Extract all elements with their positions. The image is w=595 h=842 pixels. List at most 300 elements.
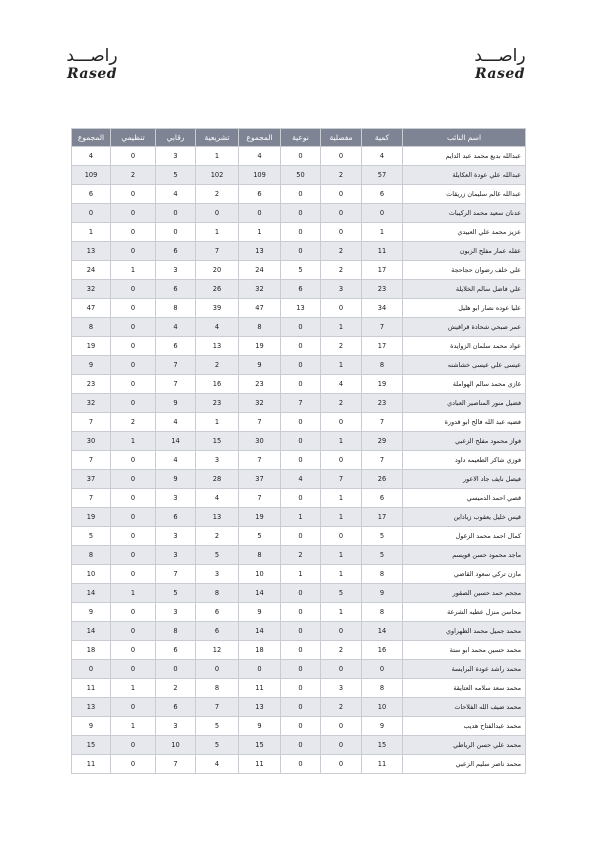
cell-total-col: 8 (72, 318, 111, 337)
cell-detailed-col: 1 (321, 356, 362, 375)
cell-legislative-col: 6 (196, 622, 239, 641)
cell-deputy-name-col: علي فاضل سالم الخلايلة (403, 280, 526, 299)
cell-detailed-col: 0 (321, 451, 362, 470)
header-subtotal-col: المجموع (239, 129, 281, 147)
cell-legislative-col: 102 (196, 166, 239, 185)
cell-qualitative-col: 6 (281, 280, 321, 299)
table-row (72, 280, 526, 299)
cell-subtotal-col: 13 (239, 698, 281, 717)
cell-quantitative-col: 26 (362, 470, 403, 489)
cell-legislative-col: 8 (196, 679, 239, 698)
logo-latin-text: Rased (66, 66, 118, 82)
cell-quantitative-col: 14 (362, 622, 403, 641)
cell-detailed-col: 0 (321, 755, 362, 774)
cell-organizational-col: 1 (111, 717, 156, 736)
cell-qualitative-col: 0 (281, 147, 321, 166)
cell-qualitative-col: 1 (281, 565, 321, 584)
cell-subtotal-col: 8 (239, 546, 281, 565)
cell-quantitative-col: 29 (362, 432, 403, 451)
cell-detailed-col: 1 (321, 546, 362, 565)
cell-deputy-name-col: عبدالله علي عودة العكايلة (403, 166, 526, 185)
cell-oversight-col: 10 (156, 736, 196, 755)
cell-organizational-col: 0 (111, 698, 156, 717)
cell-detailed-col: 1 (321, 432, 362, 451)
cell-quantitative-col: 57 (362, 166, 403, 185)
cell-subtotal-col: 1 (239, 223, 281, 242)
cell-quantitative-col: 17 (362, 337, 403, 356)
cell-subtotal-col: 6 (239, 185, 281, 204)
cell-deputy-name-col: محمد حسين محمد ابو ستة (403, 641, 526, 660)
cell-legislative-col: 4 (196, 489, 239, 508)
cell-detailed-col: 3 (321, 679, 362, 698)
cell-detailed-col: 1 (321, 508, 362, 527)
cell-total-col: 13 (72, 698, 111, 717)
cell-quantitative-col: 7 (362, 318, 403, 337)
cell-oversight-col: 6 (156, 242, 196, 261)
cell-subtotal-col: 37 (239, 470, 281, 489)
cell-qualitative-col: 2 (281, 546, 321, 565)
cell-total-col: 5 (72, 527, 111, 546)
table-row (72, 318, 526, 337)
table-row (72, 565, 526, 584)
cell-oversight-col: 7 (156, 356, 196, 375)
cell-total-col: 6 (72, 185, 111, 204)
cell-organizational-col: 0 (111, 546, 156, 565)
cell-qualitative-col: 50 (281, 166, 321, 185)
table-row (72, 717, 526, 736)
cell-subtotal-col: 19 (239, 508, 281, 527)
cell-qualitative-col: 0 (281, 489, 321, 508)
cell-subtotal-col: 0 (239, 660, 281, 679)
cell-legislative-col: 3 (196, 565, 239, 584)
cell-qualitative-col: 0 (281, 679, 321, 698)
header-oversight-col: رقابي (156, 129, 196, 147)
cell-deputy-name-col: عزيز محمد علي العبيدي (403, 223, 526, 242)
cell-subtotal-col: 14 (239, 584, 281, 603)
cell-qualitative-col: 0 (281, 622, 321, 641)
cell-total-col: 18 (72, 641, 111, 660)
cell-subtotal-col: 5 (239, 527, 281, 546)
table-row (72, 394, 526, 413)
header-total-col: المجموع (72, 129, 111, 147)
cell-quantitative-col: 10 (362, 698, 403, 717)
table-row (72, 147, 526, 166)
cell-organizational-col: 0 (111, 394, 156, 413)
logo-arabic-text: راصـــد (66, 46, 118, 66)
cell-legislative-col: 2 (196, 356, 239, 375)
cell-deputy-name-col: عواد محمد سلمان الزوايدة (403, 337, 526, 356)
cell-deputy-name-col: فضيه عبد الله فالح ابو قدورة (403, 413, 526, 432)
cell-deputy-name-col: قصي احمد الدميسي (403, 489, 526, 508)
cell-detailed-col: 0 (321, 299, 362, 318)
cell-oversight-col: 3 (156, 717, 196, 736)
table-row (72, 261, 526, 280)
table-row (72, 432, 526, 451)
cell-subtotal-col: 9 (239, 603, 281, 622)
cell-qualitative-col: 4 (281, 470, 321, 489)
cell-deputy-name-col: محمد ضيف الله الفلاحات (403, 698, 526, 717)
cell-qualitative-col: 0 (281, 375, 321, 394)
cell-legislative-col: 16 (196, 375, 239, 394)
cell-organizational-col: 2 (111, 166, 156, 185)
cell-organizational-col: 0 (111, 185, 156, 204)
table-row (72, 356, 526, 375)
cell-quantitative-col: 9 (362, 717, 403, 736)
cell-deputy-name-col: عليا عوده نصار ابو هليل (403, 299, 526, 318)
cell-quantitative-col: 23 (362, 394, 403, 413)
cell-deputy-name-col: فيصل نايف جاد الاعور (403, 470, 526, 489)
cell-total-col: 1 (72, 223, 111, 242)
cell-quantitative-col: 8 (362, 603, 403, 622)
cell-legislative-col: 0 (196, 204, 239, 223)
cell-legislative-col: 13 (196, 508, 239, 527)
table-row (72, 185, 526, 204)
cell-oversight-col: 3 (156, 527, 196, 546)
cell-oversight-col: 4 (156, 413, 196, 432)
cell-deputy-name-col: قيس خليل يعقوب زياداين (403, 508, 526, 527)
cell-total-col: 14 (72, 584, 111, 603)
cell-detailed-col: 0 (321, 185, 362, 204)
cell-legislative-col: 4 (196, 755, 239, 774)
cell-subtotal-col: 4 (239, 147, 281, 166)
cell-detailed-col: 1 (321, 489, 362, 508)
cell-quantitative-col: 19 (362, 375, 403, 394)
cell-subtotal-col: 32 (239, 280, 281, 299)
table-row (72, 622, 526, 641)
header-qualitative-col: نوعية (281, 129, 321, 147)
cell-legislative-col: 39 (196, 299, 239, 318)
cell-organizational-col: 2 (111, 413, 156, 432)
cell-legislative-col: 20 (196, 261, 239, 280)
cell-total-col: 23 (72, 375, 111, 394)
cell-quantitative-col: 8 (362, 565, 403, 584)
cell-quantitative-col: 11 (362, 755, 403, 774)
cell-organizational-col: 1 (111, 432, 156, 451)
cell-detailed-col: 2 (321, 242, 362, 261)
cell-qualitative-col: 0 (281, 223, 321, 242)
cell-total-col: 9 (72, 717, 111, 736)
cell-subtotal-col: 14 (239, 622, 281, 641)
header-organizational-col: تنظيمي (111, 129, 156, 147)
cell-deputy-name-col: عبدالله بديع محمد عبد الدايم (403, 147, 526, 166)
cell-oversight-col: 14 (156, 432, 196, 451)
cell-total-col: 10 (72, 565, 111, 584)
cell-legislative-col: 13 (196, 337, 239, 356)
cell-quantitative-col: 11 (362, 242, 403, 261)
table-row (72, 755, 526, 774)
cell-detailed-col: 2 (321, 261, 362, 280)
cell-organizational-col: 0 (111, 451, 156, 470)
cell-oversight-col: 0 (156, 660, 196, 679)
table-row (72, 204, 526, 223)
cell-detailed-col: 0 (321, 204, 362, 223)
cell-subtotal-col: 8 (239, 318, 281, 337)
cell-legislative-col: 3 (196, 451, 239, 470)
cell-organizational-col: 0 (111, 508, 156, 527)
cell-deputy-name-col: مجحم حمد حسين الصقور (403, 584, 526, 603)
deputies-performance-table (71, 128, 526, 774)
cell-oversight-col: 8 (156, 299, 196, 318)
logo-latin-text: Rased (474, 66, 526, 82)
cell-deputy-name-col: عمر صبحي شحادة قراقيش (403, 318, 526, 337)
cell-total-col: 19 (72, 337, 111, 356)
cell-legislative-col: 5 (196, 546, 239, 565)
cell-oversight-col: 0 (156, 223, 196, 242)
cell-detailed-col: 0 (321, 413, 362, 432)
table-row (72, 508, 526, 527)
cell-oversight-col: 4 (156, 451, 196, 470)
logo-arabic-text: راصـــد (474, 46, 526, 66)
cell-deputy-name-col: عقله عمار مفلح الزبون (403, 242, 526, 261)
cell-deputy-name-col: غازي محمد سالم الهواملة (403, 375, 526, 394)
cell-quantitative-col: 23 (362, 280, 403, 299)
cell-qualitative-col: 0 (281, 736, 321, 755)
cell-detailed-col: 2 (321, 641, 362, 660)
cell-deputy-name-col: عبدالله غالم سليمان زريقات (403, 185, 526, 204)
cell-oversight-col: 6 (156, 337, 196, 356)
cell-deputy-name-col: محمد راشد عودة البرايسة (403, 660, 526, 679)
table-row (72, 337, 526, 356)
table-row (72, 375, 526, 394)
cell-detailed-col: 1 (321, 603, 362, 622)
cell-subtotal-col: 11 (239, 679, 281, 698)
cell-subtotal-col: 7 (239, 451, 281, 470)
cell-quantitative-col: 17 (362, 508, 403, 527)
cell-subtotal-col: 10 (239, 565, 281, 584)
cell-total-col: 7 (72, 451, 111, 470)
cell-oversight-col: 6 (156, 641, 196, 660)
table-row (72, 489, 526, 508)
cell-quantitative-col: 4 (362, 147, 403, 166)
cell-deputy-name-col: محمد عبدالفتاح هديب (403, 717, 526, 736)
cell-subtotal-col: 9 (239, 717, 281, 736)
cell-quantitative-col: 1 (362, 223, 403, 242)
table-row (72, 451, 526, 470)
cell-deputy-name-col: فوزي شاكر الطعيمه داود (403, 451, 526, 470)
cell-organizational-col: 0 (111, 641, 156, 660)
cell-deputy-name-col: محمد جميل محمد الظهراوي (403, 622, 526, 641)
cell-oversight-col: 3 (156, 489, 196, 508)
cell-detailed-col: 0 (321, 622, 362, 641)
cell-qualitative-col: 0 (281, 527, 321, 546)
cell-deputy-name-col: كمال احمد محمد الزغول (403, 527, 526, 546)
cell-qualitative-col: 0 (281, 413, 321, 432)
cell-organizational-col: 0 (111, 223, 156, 242)
cell-quantitative-col: 8 (362, 356, 403, 375)
cell-organizational-col: 0 (111, 204, 156, 223)
cell-detailed-col: 0 (321, 147, 362, 166)
cell-total-col: 11 (72, 755, 111, 774)
cell-deputy-name-col: عيسى علي عيسى خشاشنه (403, 356, 526, 375)
cell-legislative-col: 2 (196, 185, 239, 204)
cell-legislative-col: 6 (196, 603, 239, 622)
cell-total-col: 32 (72, 280, 111, 299)
cell-qualitative-col: 0 (281, 641, 321, 660)
cell-organizational-col: 0 (111, 622, 156, 641)
cell-total-col: 4 (72, 147, 111, 166)
cell-total-col: 30 (72, 432, 111, 451)
table-row (72, 527, 526, 546)
cell-total-col: 47 (72, 299, 111, 318)
cell-total-col: 32 (72, 394, 111, 413)
cell-detailed-col: 2 (321, 698, 362, 717)
cell-total-col: 9 (72, 603, 111, 622)
cell-detailed-col: 2 (321, 337, 362, 356)
cell-subtotal-col: 13 (239, 242, 281, 261)
cell-legislative-col: 1 (196, 147, 239, 166)
cell-qualitative-col: 0 (281, 356, 321, 375)
cell-qualitative-col: 0 (281, 432, 321, 451)
cell-qualitative-col: 7 (281, 394, 321, 413)
table-body (72, 147, 526, 774)
cell-subtotal-col: 109 (239, 166, 281, 185)
cell-detailed-col: 0 (321, 717, 362, 736)
header-legislative-col: تشريعية (196, 129, 239, 147)
cell-oversight-col: 6 (156, 508, 196, 527)
table-row (72, 470, 526, 489)
cell-subtotal-col: 24 (239, 261, 281, 280)
cell-quantitative-col: 7 (362, 451, 403, 470)
cell-organizational-col: 0 (111, 527, 156, 546)
cell-total-col: 9 (72, 356, 111, 375)
cell-oversight-col: 3 (156, 546, 196, 565)
cell-total-col: 19 (72, 508, 111, 527)
cell-oversight-col: 4 (156, 185, 196, 204)
cell-qualitative-col: 0 (281, 603, 321, 622)
cell-total-col: 7 (72, 413, 111, 432)
cell-organizational-col: 0 (111, 660, 156, 679)
cell-quantitative-col: 6 (362, 185, 403, 204)
table-header-row (72, 129, 526, 147)
cell-deputy-name-col: فواز محمود مفلح الزعبي (403, 432, 526, 451)
cell-oversight-col: 3 (156, 147, 196, 166)
cell-qualitative-col: 0 (281, 337, 321, 356)
cell-total-col: 0 (72, 660, 111, 679)
cell-qualitative-col: 0 (281, 584, 321, 603)
cell-oversight-col: 2 (156, 679, 196, 698)
table-row (72, 584, 526, 603)
cell-oversight-col: 7 (156, 755, 196, 774)
cell-total-col: 0 (72, 204, 111, 223)
cell-oversight-col: 8 (156, 622, 196, 641)
cell-total-col: 8 (72, 546, 111, 565)
cell-quantitative-col: 7 (362, 413, 403, 432)
header-quantitative-col: كمية (362, 129, 403, 147)
cell-oversight-col: 5 (156, 584, 196, 603)
cell-total-col: 15 (72, 736, 111, 755)
cell-subtotal-col: 7 (239, 489, 281, 508)
table-row (72, 242, 526, 261)
cell-total-col: 11 (72, 679, 111, 698)
rased-logo-left (62, 46, 122, 82)
cell-qualitative-col: 0 (281, 698, 321, 717)
cell-organizational-col: 0 (111, 280, 156, 299)
cell-legislative-col: 2 (196, 527, 239, 546)
cell-oversight-col: 4 (156, 318, 196, 337)
cell-legislative-col: 5 (196, 717, 239, 736)
cell-qualitative-col: 1 (281, 508, 321, 527)
cell-quantitative-col: 8 (362, 679, 403, 698)
cell-deputy-name-col: مازن تركي سعود القاضي (403, 565, 526, 584)
cell-total-col: 14 (72, 622, 111, 641)
cell-organizational-col: 0 (111, 736, 156, 755)
cell-organizational-col: 0 (111, 147, 156, 166)
table-row (72, 641, 526, 660)
cell-oversight-col: 7 (156, 375, 196, 394)
cell-quantitative-col: 5 (362, 527, 403, 546)
cell-subtotal-col: 7 (239, 413, 281, 432)
cell-organizational-col: 0 (111, 299, 156, 318)
cell-qualitative-col: 13 (281, 299, 321, 318)
cell-oversight-col: 7 (156, 565, 196, 584)
cell-oversight-col: 5 (156, 166, 196, 185)
cell-deputy-name-col: علي خلف رضوان حجاحجة (403, 261, 526, 280)
cell-quantitative-col: 0 (362, 660, 403, 679)
cell-organizational-col: 1 (111, 261, 156, 280)
cell-detailed-col: 4 (321, 375, 362, 394)
cell-legislative-col: 5 (196, 736, 239, 755)
cell-organizational-col: 0 (111, 242, 156, 261)
cell-qualitative-col: 0 (281, 185, 321, 204)
header-deputy-name-col: اسم النائب (403, 129, 526, 147)
table-row (72, 413, 526, 432)
cell-detailed-col: 0 (321, 223, 362, 242)
cell-legislative-col: 0 (196, 660, 239, 679)
cell-deputy-name-col: محمد سعد سلامه العتايقة (403, 679, 526, 698)
cell-deputy-name-col: محمد ناصر سليم الزعبي (403, 755, 526, 774)
cell-subtotal-col: 32 (239, 394, 281, 413)
cell-organizational-col: 0 (111, 337, 156, 356)
cell-quantitative-col: 15 (362, 736, 403, 755)
cell-detailed-col: 3 (321, 280, 362, 299)
cell-quantitative-col: 6 (362, 489, 403, 508)
cell-organizational-col: 1 (111, 584, 156, 603)
cell-detailed-col: 0 (321, 527, 362, 546)
cell-legislative-col: 7 (196, 242, 239, 261)
cell-total-col: 24 (72, 261, 111, 280)
cell-legislative-col: 7 (196, 698, 239, 717)
cell-oversight-col: 6 (156, 698, 196, 717)
cell-organizational-col: 0 (111, 356, 156, 375)
cell-oversight-col: 3 (156, 603, 196, 622)
table-row (72, 299, 526, 318)
cell-subtotal-col: 19 (239, 337, 281, 356)
cell-legislative-col: 23 (196, 394, 239, 413)
cell-organizational-col: 0 (111, 470, 156, 489)
cell-subtotal-col: 23 (239, 375, 281, 394)
cell-quantitative-col: 0 (362, 204, 403, 223)
cell-detailed-col: 2 (321, 394, 362, 413)
cell-subtotal-col: 9 (239, 356, 281, 375)
cell-qualitative-col: 5 (281, 261, 321, 280)
cell-organizational-col: 0 (111, 489, 156, 508)
cell-deputy-name-col: محاسن منزل عطيه الشرعة (403, 603, 526, 622)
rased-logo-right (470, 46, 530, 82)
cell-organizational-col: 1 (111, 679, 156, 698)
cell-quantitative-col: 17 (362, 261, 403, 280)
cell-deputy-name-col: ماجد محمود حسن قويسم (403, 546, 526, 565)
cell-qualitative-col: 0 (281, 451, 321, 470)
cell-legislative-col: 26 (196, 280, 239, 299)
table-row (72, 603, 526, 622)
cell-legislative-col: 4 (196, 318, 239, 337)
cell-qualitative-col: 0 (281, 242, 321, 261)
cell-qualitative-col: 0 (281, 660, 321, 679)
cell-qualitative-col: 0 (281, 318, 321, 337)
cell-total-col: 13 (72, 242, 111, 261)
cell-detailed-col: 7 (321, 470, 362, 489)
table-row (72, 736, 526, 755)
